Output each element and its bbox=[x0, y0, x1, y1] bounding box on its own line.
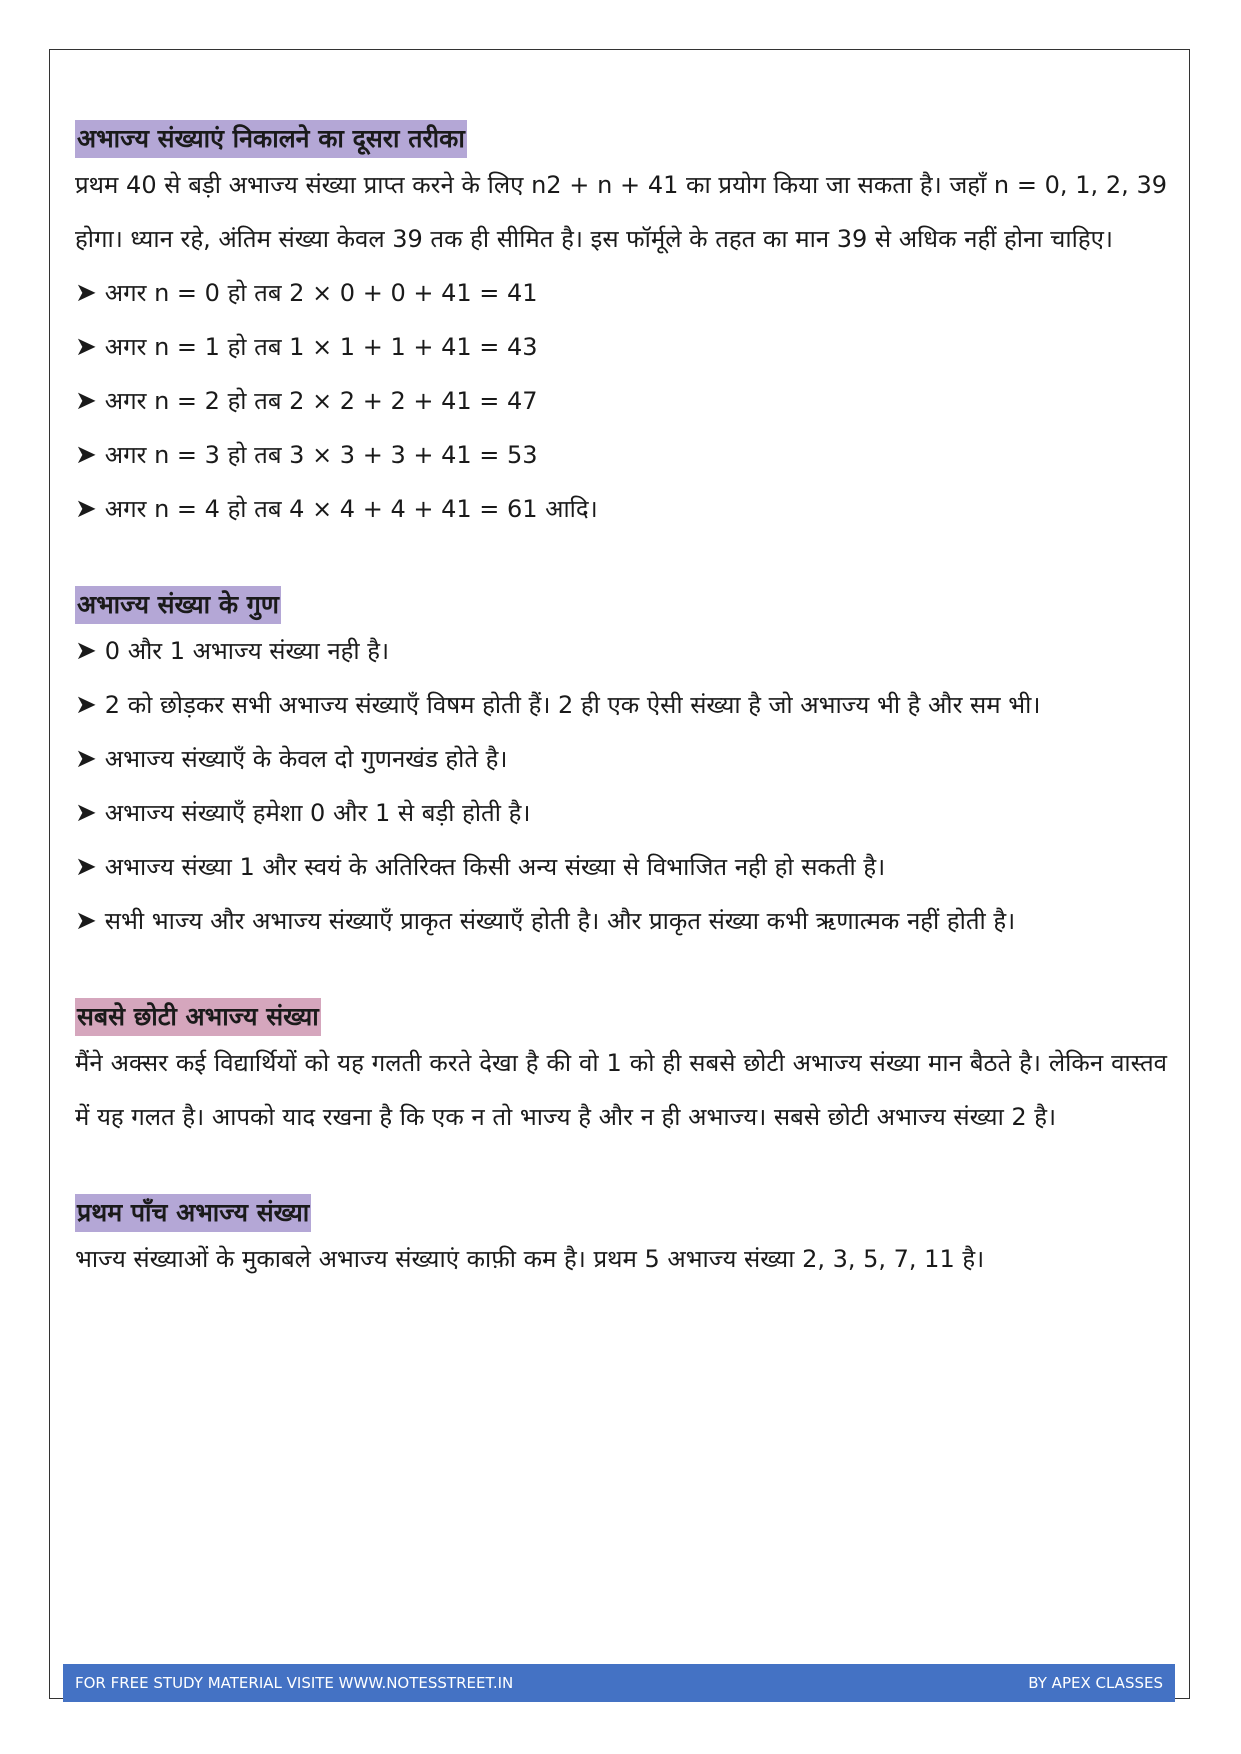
section-paragraph: भाज्य संख्याओं के मुकाबले अभाज्य संख्याएं काफ़ी कम है। प्रथम 5 अभाज्य संख्या 2, 3, 5, 7, 11 है। bbox=[75, 1245, 985, 1273]
arrow-bullet-icon: ➤ bbox=[75, 332, 97, 362]
arrow-bullet-icon: ➤ bbox=[75, 494, 97, 524]
list-item: ➤ अभाज्य संख्याएँ हमेशा 0 और 1 से बड़ी होती है। bbox=[75, 798, 531, 828]
arrow-bullet-icon: ➤ bbox=[75, 906, 97, 936]
list-item: ➤ 2 को छोड़कर सभी अभाज्य संख्याएँ विषम होती हैं। 2 ही एक ऐसी संख्या है जो अभाज्य भी है और सम भी। bbox=[75, 690, 1041, 720]
arrow-bullet-icon: ➤ bbox=[75, 798, 97, 828]
arrow-bullet-icon: ➤ bbox=[75, 440, 97, 470]
list-item: ➤ अभाज्य संख्याएँ के केवल दो गुणनखंड होते है। bbox=[75, 744, 508, 774]
list-item: ➤ अगर n = 1 हो तब 1 × 1 + 1 + 41 = 43 bbox=[75, 332, 538, 362]
section-heading: सबसे छोटी अभाज्य संख्या bbox=[75, 998, 321, 1036]
list-item: ➤ अगर n = 2 हो तब 2 × 2 + 2 + 41 = 47 bbox=[75, 386, 538, 416]
section-second-method bbox=[75, 120, 1167, 536]
list-item: ➤ सभी भाज्य और अभाज्य संख्याएँ प्राकृत संख्याएँ होती है। और प्राकृत संख्या कभी ऋणात्मक नहीं होती है। bbox=[75, 906, 1016, 936]
arrow-bullet-icon: ➤ bbox=[75, 636, 97, 666]
arrow-bullet-icon: ➤ bbox=[75, 386, 97, 416]
footer-credit: BY APEX CLASSES bbox=[1028, 1674, 1163, 1692]
arrow-bullet-icon: ➤ bbox=[75, 744, 97, 774]
section-properties bbox=[75, 586, 1167, 948]
arrow-bullet-icon: ➤ bbox=[75, 278, 97, 308]
footer-website-link[interactable]: FOR FREE STUDY MATERIAL VISITE WWW.NOTESSTREET.IN bbox=[75, 1674, 514, 1692]
list-item: ➤ अगर n = 4 हो तब 4 × 4 + 4 + 41 = 61 आदि। bbox=[75, 494, 598, 524]
section-smallest-prime bbox=[75, 998, 1167, 1144]
footer-bar bbox=[63, 1664, 1175, 1702]
section-heading: अभाज्य संख्याएं निकालने का दूसरा तरीका bbox=[75, 120, 467, 158]
arrow-bullet-icon: ➤ bbox=[75, 690, 97, 720]
section-heading: प्रथम पाँच अभाज्य संख्या bbox=[75, 1194, 311, 1232]
list-item: ➤ अभाज्य संख्या 1 और स्वयं के अतिरिक्त किसी अन्य संख्या से विभाजित नही हो सकती है। bbox=[75, 852, 886, 882]
list-item: ➤ 0 और 1 अभाज्य संख्या नही है। bbox=[75, 636, 390, 666]
section-first-five-primes bbox=[75, 1194, 1167, 1286]
section-paragraph: मैंने अक्सर कई विद्यार्थियों को यह गलती करते देखा है की वो 1 को ही सबसे छोटी अभाज्य संख्या मान बैठते है। लेकिन वास्तव में यह गलत है। आपको याद रखना है कि एक न तो भाज्य है और न ही अभाज्य। सबसे छोटी अभाज्य संख्या 2 है। bbox=[75, 1049, 1167, 1131]
list-item: ➤ अगर n = 3 हो तब 3 × 3 + 3 + 41 = 53 bbox=[75, 440, 538, 470]
list-item: ➤ अगर n = 0 हो तब 2 × 0 + 0 + 41 = 41 bbox=[75, 278, 538, 308]
arrow-bullet-icon: ➤ bbox=[75, 852, 97, 882]
section-heading: अभाज्य संख्या के गुण bbox=[75, 586, 281, 624]
document-body bbox=[75, 120, 1167, 1336]
section-paragraph: प्रथम 40 से बड़ी अभाज्य संख्या प्राप्त करने के लिए n2 + n + 41 का प्रयोग किया जा सकता है। जहाँ n = 0, 1, 2, 39 होगा। ध्यान रहे, अंतिम संख्या केवल 39 तक ही सीमित है। इस फॉर्मूले के तहत का मान 39 से अधिक नहीं होना चाहिए। bbox=[75, 171, 1167, 253]
